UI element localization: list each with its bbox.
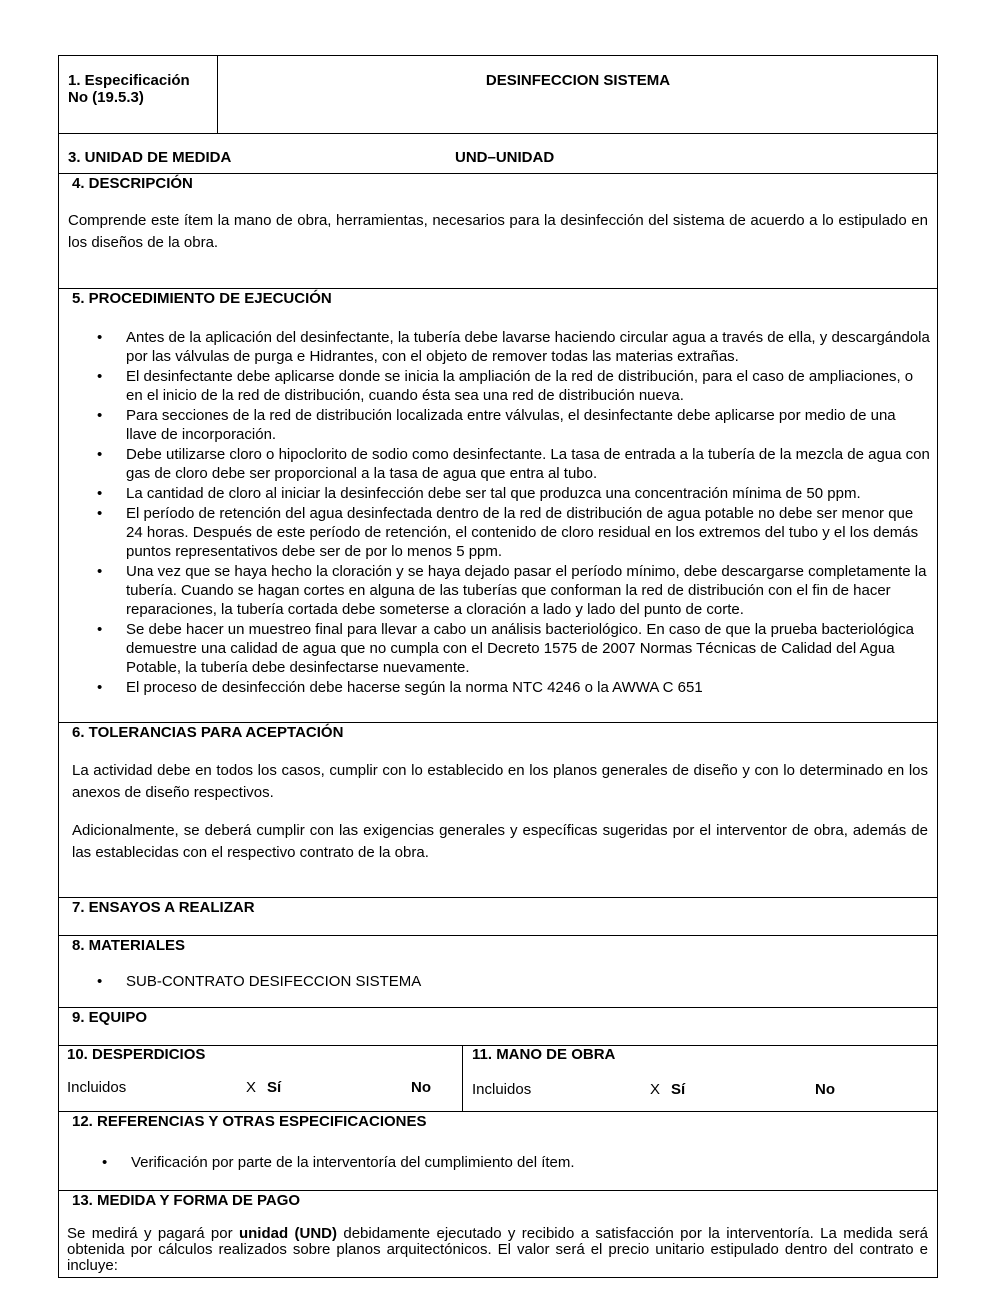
materials-list	[126, 972, 926, 992]
procedure-heading: 5. PROCEDIMIENTO DE EJECUCIÓN	[72, 290, 332, 307]
list-item: • El proceso de desinfección debe hacerse según la norma NTC 4246 o la AWWA C 651	[126, 678, 930, 697]
waste-yes-label: Sí	[267, 1079, 282, 1096]
list-item: • Antes de la aplicación del desinfectante, la tubería debe lavarse haciendo circular agua a través de ella, y descargándola por las válvulas de purga e Hidrantes, con el objeto de remover todas las materias extrañas.	[126, 328, 930, 366]
payment-text	[67, 1226, 928, 1274]
list-item: • Para secciones de la red de distribución localizada entre válvulas, el desinfectante debe aplicarse por medio de una llave de incorporación.	[126, 406, 930, 444]
labor-check-mark: X	[650, 1081, 661, 1098]
materials-heading: 8. MATERIALES	[72, 937, 186, 954]
payment-heading: 13. MEDIDA Y FORMA DE PAGO	[72, 1192, 301, 1209]
spec-title: DESINFECCION SISTEMA	[485, 72, 671, 89]
unit-value: UND–UNIDAD	[455, 149, 555, 166]
list-item: • La cantidad de cloro al iniciar la desinfección debe ser tal que produzca una concentración mínima de 50 ppm.	[126, 484, 930, 503]
tolerances-text-2: Adicionalmente, se deberá cumplir con las exigencias generales y específicas sugeridas por el interventor de obra, además de las establecidas con el respectivo contrato de la obra.	[72, 822, 928, 861]
list-item: • Una vez que se haya hecho la cloración y se haya dejado pasar el período mínimo, debe descargarse completamente la tubería. Cuando se hagan cortes en alguna de las tuberías que conforman la red de distribución con el fin de hacer reparaciones, la tubería cortada debe someterse a cloración a lado y lado del punto de corte.	[126, 562, 930, 619]
spec-label-line2: No (19.5.3)	[68, 89, 144, 106]
payment-text-start: Se medirá y pagará por	[67, 1225, 239, 1242]
equipment-heading: 9. EQUIPO	[72, 1009, 148, 1026]
description-heading: 4. DESCRIPCIÓN	[72, 175, 193, 192]
references-heading: 12. REFERENCIAS Y OTRAS ESPECIFICACIONES	[72, 1113, 427, 1130]
list-item: • Se debe hacer un muestreo final para llevar a cabo un análisis bacteriológico. En caso de que la prueba bacteriológica demuestre una calidad de agua que no cumpla con el Decreto 1575 de 2007 Normas Técnicas de Calidad del Agua Potable, la tubería debe desinfectarse nuevamente.	[126, 620, 930, 677]
waste-no-label: No	[411, 1079, 431, 1096]
labor-no-label: No	[815, 1081, 835, 1098]
payment-text-end: debidamente ejecutado y recibido a satisfacción por la interventoría. La medida será obtenida por cálculos realizados sobre planos arquitectónicos. El valor será el precio unitario estipulado dentro del contrato e incluye:	[67, 1225, 928, 1274]
waste-check-mark: X	[246, 1079, 257, 1096]
tolerances-section	[58, 722, 938, 897]
payment-unit-bold: unidad (UND)	[238, 1225, 337, 1242]
spec-label-line1: 1. Especificación	[68, 72, 190, 89]
tolerances-text-1: La actividad debe en todos los casos, cumplir con lo establecido en los planos generales de diseño y con lo determinado en los anexos de diseño respectivos.	[72, 762, 928, 801]
procedure-list	[126, 328, 930, 698]
materials-section	[58, 935, 938, 1007]
references-list	[131, 1153, 921, 1173]
spec-number-label	[68, 72, 190, 106]
labor-included-label: Incluidos	[472, 1081, 532, 1098]
list-item: • El período de retención del agua desinfectada dentro de la red de distribución de agua potable no debe ser menor que 24 horas. Después de este período de retención, el contenido de cloro residual en los extremos del tubo y el los demás puntos representativos debe ser de por lo menos 5 ppm.	[126, 504, 930, 561]
list-item: • Verificación por parte de la interventoría del cumplimiento del ítem.	[131, 1153, 921, 1172]
labor-yes-label: Sí	[671, 1081, 686, 1098]
list-item: • Debe utilizarse cloro o hipoclorito de sodio como desinfectante. La tasa de entrada a la tubería de la mezcla de agua con gas de cloro debe ser proporcional a la tasa de agua que entra al tubo.	[126, 445, 930, 483]
waste-labor-divider	[462, 1045, 463, 1111]
tests-heading: 7. ENSAYOS A REALIZAR	[72, 899, 255, 916]
header-divider	[217, 55, 218, 133]
list-item: • El desinfectante debe aplicarse donde se inicia la ampliación de la red de distribución, para el caso de ampliaciones, o en el inicio de la red de distribución, cuando ésta sea una red de distribución nueva.	[126, 367, 930, 405]
equipment-section	[58, 1007, 938, 1045]
labor-heading: 11. MANO DE OBRA	[472, 1046, 616, 1063]
description-text: Comprende este ítem la mano de obra, herramientas, necesarios para la desinfección del sistema de acuerdo a lo estipulado en los diseños de la obra.	[68, 212, 928, 251]
list-item: • SUB-CONTRATO DESIFECCION SISTEMA	[126, 972, 926, 991]
tolerances-heading: 6. TOLERANCIAS PARA ACEPTACIÓN	[72, 724, 344, 741]
waste-included-label: Incluidos	[67, 1079, 127, 1096]
unit-label: 3. UNIDAD DE MEDIDA	[68, 149, 232, 166]
waste-heading: 10. DESPERDICIOS	[67, 1046, 206, 1063]
